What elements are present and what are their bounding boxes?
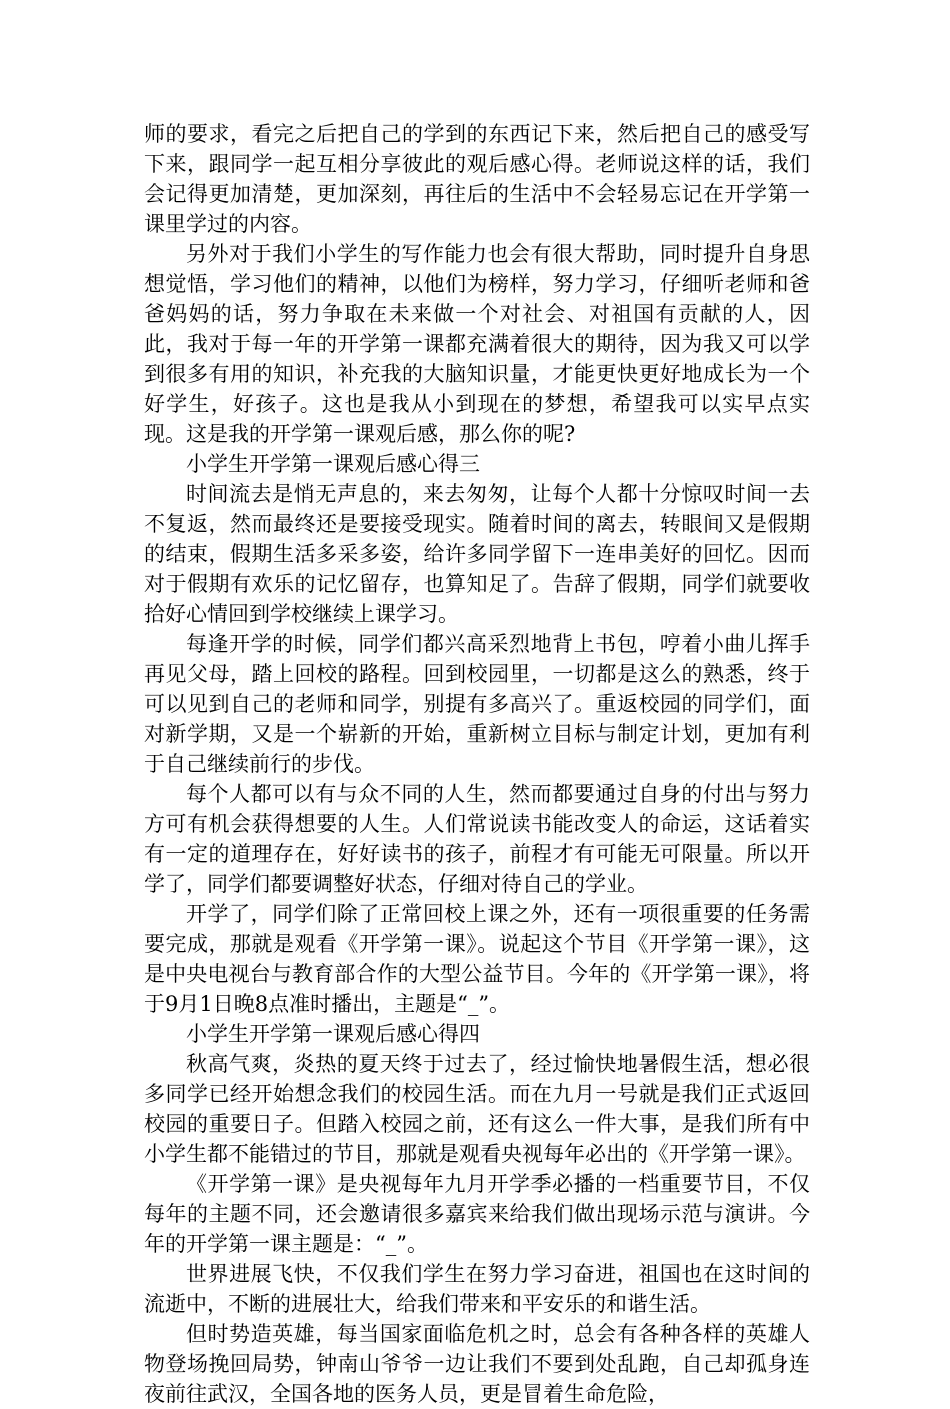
paragraph: 《开学第一课》是央视每年九月开学季必播的一档重要节目，不仅每年的主题不同，还会邀请很多嘉宾来给我们做出现场示范与演讲。今年的开学第一课主题是：“_”。 <box>144 1172 810 1256</box>
paragraph: 每个人都可以有与众不同的人生，然而都要通过自身的付出与努力方可有机会获得想要的人生。人们常说读书能改变人的命运，这话着实有一定的道理存在，好好读书的孩子，前程才有可能无可限量。所以开学了，同学们都要调整好状态，仔细对待自己的学业。 <box>144 782 810 896</box>
paragraph: 每逢开学的时候，同学们都兴高采烈地背上书包，哼着小曲儿挥手再见父母，踏上回校的路程。回到校园里，一切都是这么的熟悉，终于可以见到自己的老师和同学，别提有多高兴了。重返校园的同学们，面对新学期，又是一个崭新的开始，重新树立目标与制定计划，更加有利于自己继续前行的步伐。 <box>144 632 810 776</box>
paragraph: 另外对于我们小学生的写作能力也会有很大帮助，同时提升自身思想觉悟，学习他们的精神，以他们为榜样，努力学习，仔细听老师和爸爸妈妈的话，努力争取在未来做一个对社会、对祖国有贡献的人，因此，我对于每一年的开学第一课都充满着很大的期待，因为我又可以学到很多有用的知识，补充我的大脑知识量，才能更快更好地成长为一个好学生，好孩子。这也是我从小到现在的梦想，希望我可以实早点实现。这是我的开学第一课观后感，那么你的呢? <box>144 242 810 446</box>
paragraph: 秋高气爽，炎热的夏天终于过去了，经过愉快地暑假生活，想必很多同学已经开始想念我们的校园生活。而在九月一号就是我们正式返回校园的重要日子。但踏入校园之前，还有这么一件大事，是我们所有中小学生都不能错过的节目，那就是观看央视每年必出的《开学第一课》。 <box>144 1052 810 1166</box>
paragraph: 开学了，同学们除了正常回校上课之外，还有一项很重要的任务需要完成，那就是观看《开学第一课》。说起这个节目《开学第一课》，这是中央电视台与教育部合作的大型公益节目。今年的《开学第一课》，将于9月1日晚8点准时播出，主题是“_”。 <box>144 902 810 1016</box>
paragraph-continuation: 师的要求，看完之后把自己的学到的东西记下来，然后把自己的感受写下来，跟同学一起互相分享彼此的观后感心得。老师说这样的话，我们会记得更加清楚，更加深刻，再往后的生活中不会轻易忘记在开学第一课里学过的内容。 <box>144 122 810 236</box>
section-heading: 小学生开学第一课观后感心得三 <box>186 452 480 476</box>
paragraph: 世界进展飞快，不仅我们学生在努力学习奋进，祖国也在这时间的流逝中，不断的进展壮大，给我们带来和平安乐的和谐生活。 <box>144 1262 810 1316</box>
document-page <box>144 119 810 1409</box>
section-heading: 小学生开学第一课观后感心得四 <box>186 1022 480 1046</box>
paragraph: 但时势造英雄，每当国家面临危机之时，总会有各种各样的英雄人物登场挽回局势，钟南山爷爷一边让我们不要到处乱跑，自己却孤身连夜前往武汉，全国各地的医务人员，更是冒着生命危险， <box>144 1322 810 1406</box>
paragraph: 时间流去是悄无声息的，来去匆匆，让每个人都十分惊叹时间一去不复返，然而最终还是要接受现实。随着时间的离去，转眼间又是假期的结束，假期生活多采多姿，给许多同学留下一连串美好的回忆。因而对于假期有欢乐的记忆留存，也算知足了。告辞了假期，同学们就要收拾好心情回到学校继续上课学习。 <box>144 482 810 626</box>
